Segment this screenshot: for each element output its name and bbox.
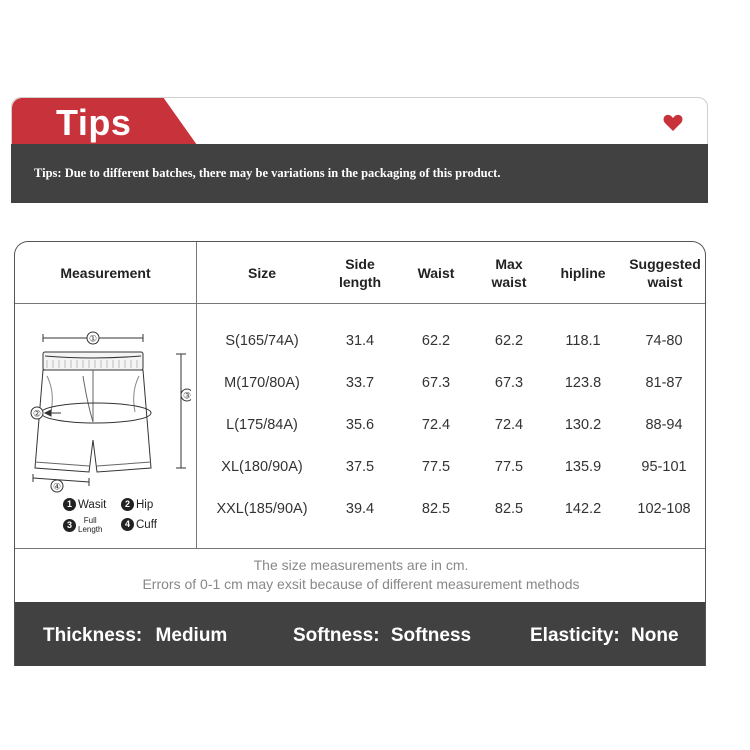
header-max-waist-line-1: Max	[495, 255, 523, 272]
max-waist-cell: 77.5	[494, 459, 524, 475]
side-length-cell: 35.6	[345, 417, 375, 433]
header-waist-label: Waist	[417, 264, 455, 281]
hipline-cell: 142.2	[564, 501, 602, 517]
tips-text-bar	[11, 144, 708, 203]
legend-cuff-label: Cuff	[136, 518, 157, 531]
waist-cell: 72.4	[421, 417, 451, 433]
suggested-waist-cell: 88-94	[645, 417, 683, 433]
hipline-cell: 130.2	[564, 417, 602, 433]
size-cell: XL(180/90A)	[221, 459, 303, 475]
size-cell: L(175/84A)	[226, 417, 298, 433]
legend-hip-number: 2	[121, 498, 134, 511]
legend-full-length	[63, 516, 102, 534]
header-divider	[15, 303, 706, 304]
marker-2: ②	[32, 409, 42, 420]
waist-cell: 77.5	[421, 459, 451, 475]
measurement-note: The size measurements are in cm.	[253, 557, 469, 573]
side-length-cell: 31.4	[345, 333, 375, 349]
header-hipline-label: hipline	[560, 264, 606, 281]
header-hipline	[543, 242, 623, 303]
marker-4: ④	[52, 482, 62, 493]
legend-waist	[63, 498, 106, 511]
thickness-label: Thickness:	[43, 625, 143, 646]
elasticity-property	[530, 625, 679, 647]
header-side-length	[320, 242, 400, 303]
suggested-waist-cell: 102-108	[637, 501, 691, 517]
legend-waist-number: 1	[63, 498, 76, 511]
softness-value: Softness	[390, 625, 472, 646]
header-side-length-label	[339, 255, 381, 291]
header-suggested-waist	[620, 242, 706, 303]
header-suggested-waist-line-1: Suggested	[629, 255, 701, 272]
max-waist-cell: 82.5	[494, 501, 524, 517]
marker-3: ③	[182, 391, 191, 402]
size-cell: M(170/80A)	[224, 375, 300, 391]
size-cell: S(165/74A)	[225, 333, 299, 349]
elasticity-value: None	[631, 625, 679, 646]
heart-icon	[663, 114, 683, 132]
suggested-waist-cell: 95-101	[641, 459, 687, 475]
header-suggested-waist-line-2: waist	[647, 273, 683, 290]
suggested-waist-cell: 81-87	[645, 375, 683, 391]
header-max-waist	[469, 242, 549, 303]
legend-hip-label: Hip	[136, 498, 154, 511]
legend-full-length-number: 3	[63, 519, 76, 532]
elasticity-label: Elasticity:	[530, 625, 620, 646]
thickness-property	[43, 625, 227, 647]
waist-cell: 67.3	[421, 375, 451, 391]
legend-waist-label: Wasit	[78, 498, 107, 511]
side-length-cell: 33.7	[345, 375, 375, 391]
max-waist-cell: 62.2	[494, 333, 524, 349]
hipline-cell: 135.9	[564, 459, 602, 475]
legend-full-length-line-1: Full	[83, 516, 97, 525]
waist-cell: 62.2	[421, 333, 451, 349]
column-divider	[196, 242, 197, 548]
side-length-cell: 37.5	[345, 459, 375, 475]
hipline-cell: 123.8	[564, 375, 602, 391]
header-size	[207, 242, 317, 303]
suggested-waist-cell: 74-80	[645, 333, 683, 349]
header-waist	[396, 242, 476, 303]
header-max-waist-label	[491, 255, 526, 291]
legend-cuff	[121, 518, 157, 531]
softness-property	[293, 625, 471, 647]
max-waist-cell: 72.4	[494, 417, 524, 433]
properties-bar	[15, 602, 706, 666]
legend-hip	[121, 498, 153, 511]
header-measurement-label: Measurement	[60, 264, 151, 281]
max-waist-cell: 67.3	[494, 375, 524, 391]
header-size-label: Size	[247, 264, 276, 281]
table-bottom-divider	[15, 548, 706, 549]
marker-1: ①	[88, 334, 98, 345]
legend-cuff-number: 4	[121, 518, 134, 531]
header-side-length-line-2: length	[339, 273, 381, 290]
header-suggested-waist-label	[629, 255, 701, 291]
header-measurement	[15, 242, 196, 303]
legend-full-length-line-2: Length	[78, 525, 103, 534]
size-cell: XXL(185/90A)	[216, 501, 308, 517]
header-max-waist-line-2: waist	[491, 273, 527, 290]
tips-text: Tips: Due to different batches, there may be variations in the packaging of this product.	[34, 166, 501, 180]
side-length-cell: 39.4	[345, 501, 375, 517]
header-side-length-line-1: Side	[345, 255, 375, 272]
softness-label: Softness:	[293, 625, 380, 646]
tips-banner	[11, 97, 708, 203]
tips-title: Tips	[56, 102, 132, 143]
size-chart	[14, 241, 706, 666]
tips-header	[11, 97, 708, 144]
legend-full-length-label	[78, 516, 102, 534]
thickness-value: Medium	[155, 625, 228, 646]
error-note: Errors of 0-1 cm may exsit because of different measurement methods	[142, 576, 580, 592]
hipline-cell: 118.1	[565, 333, 601, 349]
waist-cell: 82.5	[421, 501, 451, 517]
